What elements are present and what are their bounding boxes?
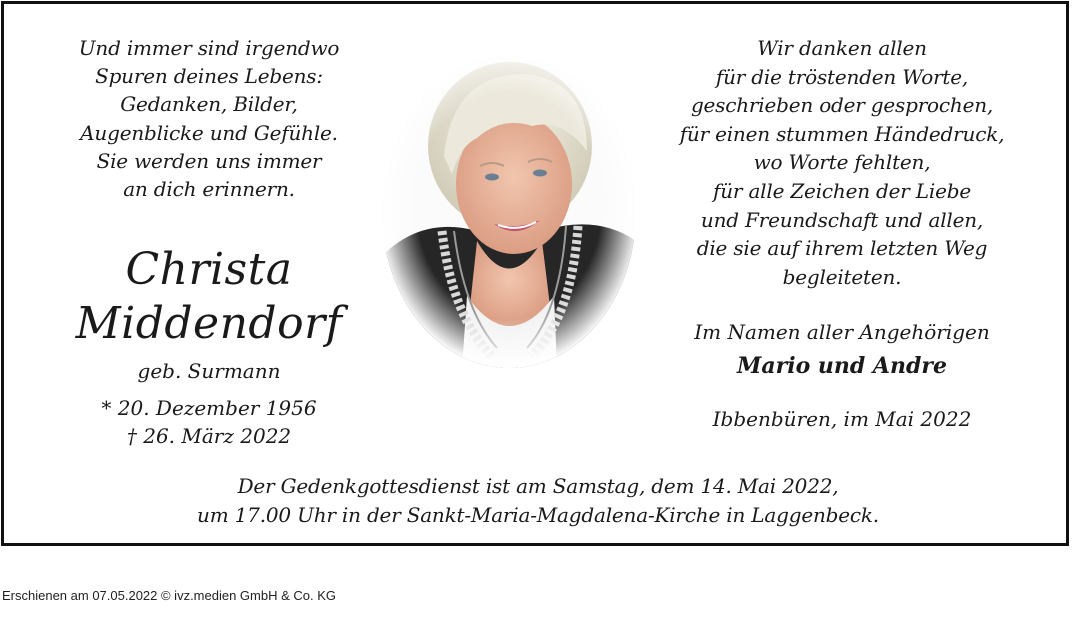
verse-line: und Freundschaft und allen, <box>700 207 984 232</box>
verse-line: Sie werden uns immer <box>96 148 322 173</box>
verse-line: an dich erinnern. <box>123 177 295 202</box>
service-line: Der Gedenkgottesdienst ist am Samstag, dem 14. Mai 2022, <box>237 474 839 498</box>
verse-line: für die tröstenden Worte, <box>715 64 969 89</box>
right-column <box>632 34 1052 433</box>
death-date: † 26. März 2022 <box>126 424 292 449</box>
place-and-date: Ibbenbüren, im Mai 2022 <box>712 407 972 432</box>
verse-line: Und immer sind irgendwo <box>78 36 340 60</box>
signers-names: Mario und Andre <box>737 353 947 380</box>
verse-line: Spuren deines Lebens: <box>95 64 323 89</box>
publication-footer: Erschienen am 07.05.2022 © ivz.medien GmbH & Co. KG <box>2 588 337 603</box>
signoff-line: Im Namen aller Angehörigen <box>694 320 990 345</box>
obituary-card <box>1 1 1069 546</box>
verse-line: für einen stummen Händedruck, <box>679 121 1005 146</box>
first-name: Christa <box>125 244 293 296</box>
service-line: um 17.00 Uhr in der Sankt-Maria-Magdalena-Kirche in Laggenbeck. <box>197 502 879 527</box>
life-dates <box>44 394 374 450</box>
verse-line: geschrieben oder gesprochen, <box>690 93 994 118</box>
thanks-verse <box>632 34 1052 291</box>
birth-date: * 20. Dezember 1956 <box>101 396 317 421</box>
verse-line: für alle Zeichen der Liebe <box>713 178 971 203</box>
verse-line: die sie auf ihrem letzten Weg <box>696 236 988 261</box>
last-name: Middendorf <box>75 298 343 350</box>
verse-line: Augenblicke und Gefühle. <box>80 120 338 145</box>
left-column <box>44 34 374 450</box>
memorial-service-notice <box>4 472 1072 529</box>
verse-line: wo Worte fehlten, <box>753 150 931 175</box>
portrait-photo <box>382 56 636 368</box>
verse-line: Wir danken allen <box>757 36 927 60</box>
deceased-name <box>44 243 374 351</box>
birth-name: geb. Surmann <box>137 359 281 384</box>
memorial-verse <box>44 34 374 203</box>
verse-line: begleiteten. <box>782 264 902 289</box>
verse-line: Gedanken, Bilder, <box>120 92 298 117</box>
